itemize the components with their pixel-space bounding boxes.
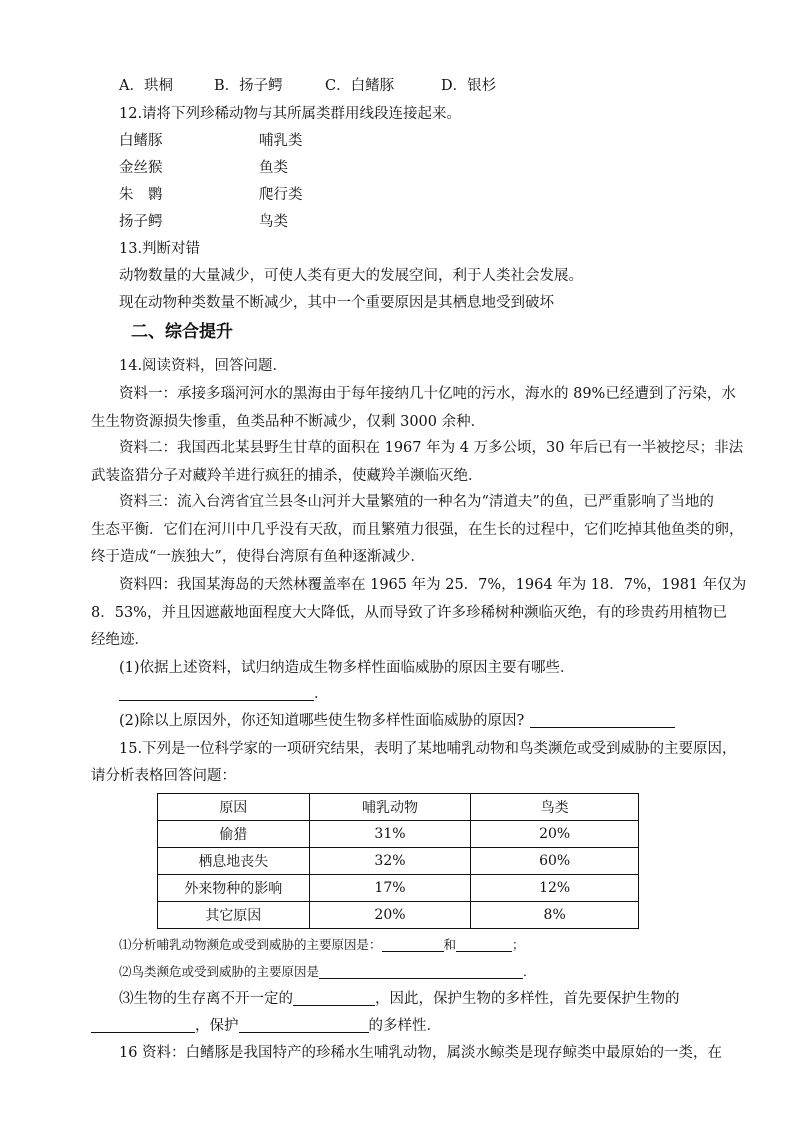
q13-statement-1: 动物数量的大量减少，可使人类有更大的发展空间，利于人类社会发展。 — [119, 268, 583, 284]
q14-material-4-line-2: 8．53%，并且因遮蔽地面程度大大降低，从而导致了许多珍稀树种濒临灭绝，有的珍贵药用植物已 — [91, 605, 727, 621]
q14-material-3-line-3: 终于造成“一族独大”，使得台湾原有鱼种逐渐减少． — [91, 549, 425, 565]
q15-sub3-text-3: ，保护 — [195, 1018, 239, 1034]
q13-title: 13.判断对错 — [119, 241, 201, 257]
q15-prompt-line-2: 请分析表格回答问题： — [91, 768, 236, 784]
q14-material-1-line-2: 生生物资源损失惨重，鱼类品种不断减少，仅剩 3000 余种． — [91, 414, 486, 430]
q14-material-4-line-1: 资料四：我国某海岛的天然林覆盖率在 1965 年为 25．7%，1964 年为 18．7%，1981 年仅为 — [119, 577, 747, 593]
q14-material-2-line-2: 武装盗猎分子对藏羚羊进行疯狂的捕杀，使藏羚羊濒临灭绝． — [91, 468, 483, 484]
q15-sub2-end: ． — [523, 964, 536, 979]
q15-sub3-blank-3[interactable] — [239, 1016, 369, 1033]
table-header-cell: 鸟类 — [471, 794, 639, 821]
q14-sub2-text: (2)除以上原因外，你还知道哪些使生物多样性面临威胁的原因? — [119, 713, 525, 729]
q12-animal-1: 白鳍豚 — [119, 133, 163, 149]
q14-sub2 — [119, 711, 675, 731]
q15-sub3-blank-2[interactable] — [91, 1016, 195, 1033]
q15-sub1-text: ⑴分析哺乳动物濒危或受到威胁的主要原因是： — [119, 937, 382, 952]
table-row — [158, 848, 639, 875]
q14-material-1-line-1: 资料一：承接多瑙河河水的黑海由于每年接纳几十亿吨的污水，海水的 89%已经遭到了污染，水 — [119, 386, 736, 402]
table-cell: 外来物种的影响 — [158, 875, 310, 902]
option-c: C．白鳍豚 — [325, 78, 395, 94]
option-b: B．扬子鳄 — [214, 78, 283, 94]
table-cell: 12% — [471, 875, 639, 902]
q15-sub3-line-2 — [91, 1016, 441, 1036]
q15-sub2-text: ⑵鸟类濒危或受到威胁的主要原因是 — [119, 964, 320, 979]
q12-group-3: 爬行类 — [259, 187, 303, 203]
q15-sub3-line-1 — [119, 989, 680, 1009]
q14-material-2-line-1: 资料二：我国西北某县野生甘草的面积在 1967 年为 4 万多公顷，30 年后已有一半被挖尽；非法 — [119, 440, 744, 456]
q12-animal-4: 扬子鳄 — [119, 214, 163, 230]
q12-animal-3: 朱 鹮 — [119, 187, 163, 203]
q14-sub1-period: ． — [314, 686, 329, 702]
q14-prompt: 14.阅读资料，回答问题． — [119, 358, 288, 374]
q14-material-4-line-3: 经绝迹． — [91, 632, 149, 648]
table-cell: 20% — [309, 902, 471, 929]
q15-sub3-text-1: ⑶生物的生存离不开一定的 — [119, 991, 293, 1007]
q15-sub3-text-2: ，因此，保护生物的多样性，首先要保护生物的 — [375, 991, 680, 1007]
table-header-cell: 原因 — [158, 794, 310, 821]
table-cell: 17% — [309, 875, 471, 902]
q16-line-1: 16 资料：白鳍豚是我国特产的珍稀水生哺乳动物，属淡水鲸类是现存鲸类中最原始的一类，在 — [119, 1045, 723, 1061]
table-cell: 偷猎 — [158, 821, 310, 848]
q15-sub1-and: 和 — [443, 937, 457, 952]
option-a: A．珙桐 — [119, 78, 173, 94]
table-row — [158, 821, 639, 848]
q14-sub1-blank[interactable] — [119, 684, 314, 701]
table-header-cell: 哺乳动物 — [309, 794, 471, 821]
q14-material-3-line-2: 生态平衡．它们在河川中几乎没有天敌，而且繁殖力很强，在生长的过程中，它们吃掉其他鱼类的卵， — [91, 522, 744, 538]
q15-sub1 — [119, 935, 525, 955]
q15-sub1-blank-1[interactable] — [382, 935, 444, 952]
table-cell: 20% — [471, 821, 639, 848]
cause-table — [157, 793, 639, 929]
section-title: 二、综合提升 — [131, 322, 233, 342]
table-row — [158, 902, 639, 929]
q14-sub1-answer — [119, 684, 329, 704]
q12-prompt: 12.请将下列珍稀动物与其所属类群用线段连接起来。 — [119, 106, 462, 122]
table-cell: 栖息地丧失 — [158, 848, 310, 875]
q12-group-1: 哺乳类 — [259, 133, 303, 149]
q15-sub2 — [119, 962, 536, 982]
table-header-row — [158, 794, 639, 821]
q15-prompt-line-1: 15.下列是一位科学家的一项研究结果，表明了某地哺乳动物和鸟类濒危或受到威胁的主要原因， — [119, 741, 737, 757]
option-d: D．银杉 — [441, 78, 497, 94]
q14-material-3-line-1: 资料三：流入台湾省宜兰县冬山河并大量繁殖的一种名为“清道夫”的鱼，已严重影响了当地的 — [119, 494, 714, 510]
q15-sub3-blank-1[interactable] — [293, 989, 375, 1006]
q15-sub3-text-4: 的多样性． — [368, 1018, 441, 1034]
table-cell: 其它原因 — [158, 902, 310, 929]
q12-group-2: 鱼类 — [259, 160, 288, 176]
q15-sub2-blank[interactable] — [319, 962, 523, 979]
table-cell: 32% — [309, 848, 471, 875]
q13-statement-2: 现在动物种类数量不断减少，其中一个重要原因是其栖息地受到破坏 — [119, 295, 554, 311]
q12-animal-2: 金丝猴 — [119, 160, 163, 176]
table-cell: 31% — [309, 821, 471, 848]
q15-sub1-end: ； — [512, 937, 525, 952]
table-cell: 60% — [471, 848, 639, 875]
q12-group-4: 鸟类 — [259, 214, 288, 230]
table-row — [158, 875, 639, 902]
q14-sub1: (1)依据上述资料，试归纳造成生物多样性面临威胁的原因主要有哪些． — [119, 660, 575, 676]
table-cell: 8% — [471, 902, 639, 929]
q15-sub1-blank-2[interactable] — [456, 935, 512, 952]
q14-sub2-blank[interactable] — [530, 711, 675, 728]
